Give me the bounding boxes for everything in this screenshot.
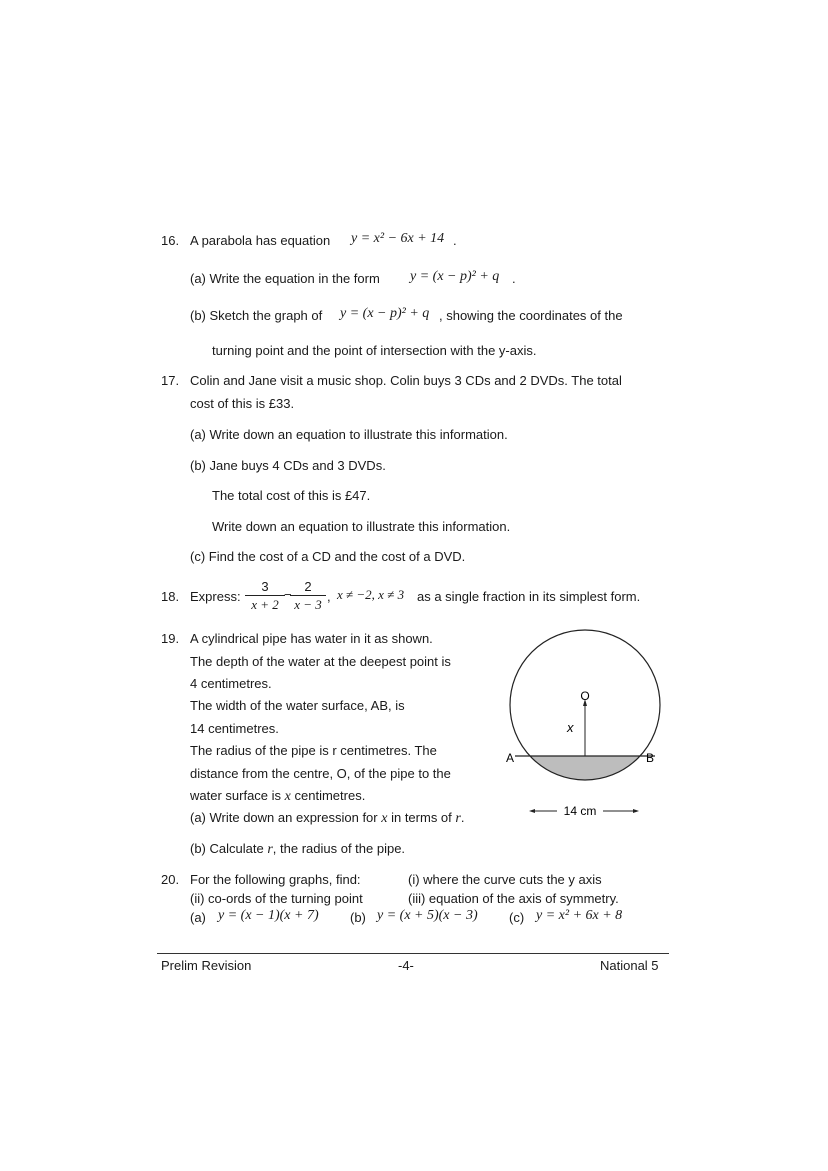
- q19-line-8-pre: water surface is: [190, 788, 282, 803]
- label-x: x: [567, 720, 574, 735]
- q20-part-c-label: (c): [509, 910, 525, 925]
- q19-line-5: 14 centimetres.: [190, 721, 279, 736]
- q19-line-7: distance from the centre, O, of the pipe to the: [190, 766, 451, 781]
- q16-part-b-form: y = (x − p)² + q: [340, 306, 430, 321]
- q16-stem-end: .: [453, 233, 457, 248]
- q19-line-6: The radius of the pipe is r centimetres. The: [190, 743, 437, 758]
- q20-item-ii: (ii) co-ords of the turning point: [190, 891, 363, 906]
- q20-item-iii: (iii) equation of the axis of symmetry.: [408, 891, 619, 906]
- q20-part-a-eq: y = (x − 1)(x + 7): [218, 908, 319, 923]
- footer-right: National 5: [600, 958, 659, 973]
- q16-number: 16.: [161, 233, 180, 248]
- q20-intro: For the following graphs, find:: [190, 872, 361, 887]
- label-a: A: [506, 751, 515, 765]
- q16-part-a-form: y = (x − p)² + q: [410, 269, 500, 284]
- q19-line-8-var: x: [284, 789, 291, 804]
- q20-part-b-eq: y = (x + 5)(x − 3): [377, 908, 478, 923]
- q17-line1: Colin and Jane visit a music shop. Colin buys 3 CDs and 2 DVDs. The total: [190, 373, 622, 388]
- q20-part-a-label: (a): [190, 910, 206, 925]
- width-label: 14 cm: [563, 804, 597, 818]
- q17-part-c: (c) Find the cost of a CD and the cost of a DVD.: [190, 549, 466, 564]
- q19-part-a-end: .: [460, 810, 465, 825]
- q19-part-b-var: r: [267, 842, 273, 857]
- q17-part-a: (a) Write down an equation to illustrate this information.: [190, 427, 508, 442]
- q18-minus: −: [284, 587, 292, 602]
- q17-number: 17.: [161, 373, 180, 388]
- label-b: B: [646, 751, 655, 765]
- q19-part-b-post: , the radius of the pipe.: [272, 841, 406, 856]
- q16-part-a: (a) Write the equation in the form: [190, 271, 380, 286]
- q19-line-8-post: centimetres.: [294, 788, 366, 803]
- q17-line2: cost of this is £33.: [190, 396, 295, 411]
- q19-part-a-var1: x: [381, 811, 388, 826]
- q18-fraction-2: [290, 579, 326, 613]
- q18-comma: ,: [327, 589, 331, 604]
- q19-number: 19.: [161, 631, 180, 646]
- q19-part-a-var2: r: [455, 811, 461, 826]
- q17-part-b2: The total cost of this is £47.: [212, 488, 371, 503]
- q19-part-a-mid: in terms of: [391, 810, 452, 825]
- label-o: O: [580, 689, 590, 703]
- q18-frac2-denominator: x − 3: [294, 597, 322, 612]
- q19-line-8: [190, 788, 365, 805]
- q18-label: Express:: [190, 589, 241, 604]
- q20-number: 20.: [161, 872, 180, 887]
- q20-part-c-eq: y = x² + 6x + 8: [536, 908, 623, 923]
- q19-line-3: 4 centimetres.: [190, 676, 272, 691]
- footer-left: Prelim Revision: [161, 958, 252, 973]
- footer-rule: [157, 953, 669, 954]
- q18-frac2-numerator: 2: [304, 579, 312, 594]
- q18-number: 18.: [161, 589, 180, 604]
- q16-stem: A parabola has equation: [190, 233, 331, 248]
- q16-part-b: (b) Sketch the graph of: [190, 308, 323, 323]
- q20-part-b-label: (b): [350, 910, 366, 925]
- q16-equation: y = x² − 6x + 14: [351, 231, 445, 246]
- footer-page-number: -4-: [398, 958, 414, 973]
- pipe-diagram: [495, 625, 675, 825]
- q18-frac1-numerator: 3: [261, 579, 269, 594]
- q19-part-b-pre: (b) Calculate: [190, 841, 264, 856]
- q19-line-2: The depth of the water at the deepest point is: [190, 654, 451, 669]
- q19-part-a-pre: (a) Write down an expression for: [190, 810, 378, 825]
- q16-part-b-cont: turning point and the point of intersection with the y-axis.: [212, 343, 537, 358]
- q19-line-4: The width of the water surface, AB, is: [190, 698, 405, 713]
- q17-part-b: (b) Jane buys 4 CDs and 3 DVDs.: [190, 458, 386, 473]
- q17-part-b3: Write down an equation to illustrate this information.: [212, 519, 511, 534]
- q19-part-a: [190, 810, 464, 827]
- q18-frac1-denominator: x + 2: [251, 597, 279, 612]
- q16-part-b-end: , showing the coordinates of the: [439, 308, 623, 323]
- q18-tail: as a single fraction in its simplest form.: [417, 589, 641, 604]
- q16-part-a-end: .: [512, 271, 516, 286]
- q18-condition: x ≠ −2, x ≠ 3: [337, 587, 405, 602]
- q20-item-i: (i) where the curve cuts the y axis: [408, 872, 602, 887]
- q18-fraction-1: [245, 579, 285, 613]
- right-arrow-icon: [633, 809, 639, 813]
- left-arrow-icon: [529, 809, 535, 813]
- q19-line-1: A cylindrical pipe has water in it as shown.: [190, 631, 433, 646]
- q19-part-b: [190, 841, 405, 858]
